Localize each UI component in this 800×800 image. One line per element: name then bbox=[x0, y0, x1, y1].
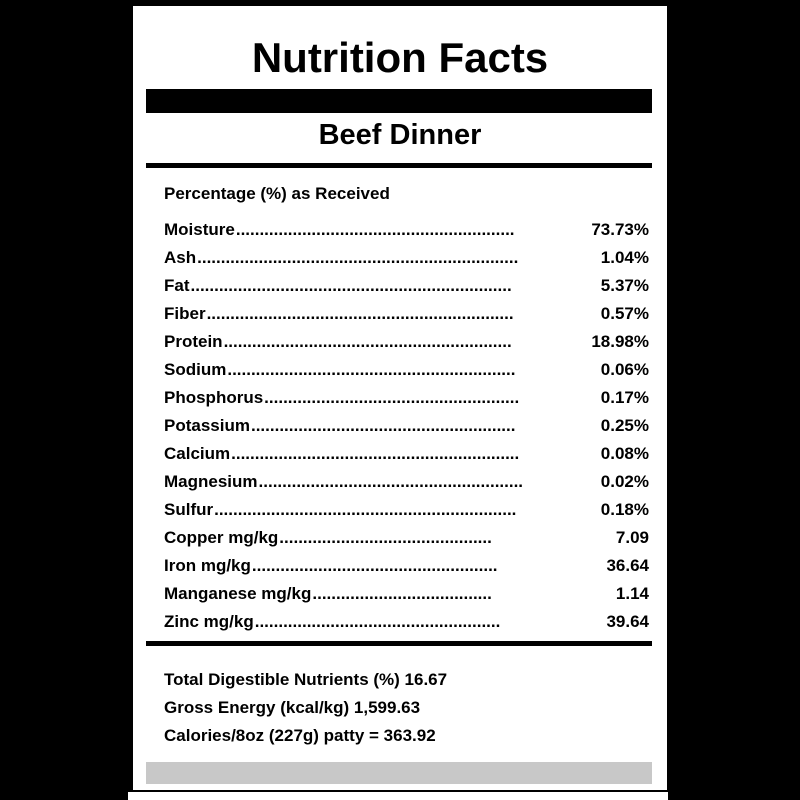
dot-leader: ................................................................. bbox=[206, 304, 514, 323]
section-label: Percentage (%) as Received bbox=[164, 184, 390, 203]
nutrient-name-leader bbox=[164, 216, 535, 244]
nutrient-name-leader bbox=[164, 384, 535, 412]
dot-leader: ........................................................... bbox=[235, 220, 515, 239]
nutrient-row bbox=[164, 412, 649, 440]
summary-section bbox=[164, 666, 644, 750]
nutrient-value: 0.17% bbox=[600, 388, 649, 407]
nutrient-row bbox=[164, 440, 649, 468]
dot-leader: ............................................. bbox=[279, 528, 492, 547]
dot-leader: ............................................................. bbox=[223, 332, 512, 351]
nutrient-name: Ash bbox=[164, 248, 197, 267]
nutrient-value: 18.98% bbox=[591, 332, 649, 351]
nutrition-label bbox=[133, 6, 667, 790]
product-name: Beef Dinner bbox=[318, 119, 482, 151]
nutrient-value: 1.04% bbox=[600, 248, 649, 267]
calories-per-patty: Calories/8oz (227g) patty = 363.92 bbox=[164, 726, 436, 745]
nutrient-row bbox=[164, 468, 649, 496]
nutrient-name: Manganese mg/kg bbox=[164, 584, 312, 603]
nutrient-name: Phosphorus bbox=[164, 388, 264, 407]
nutrient-value: 0.25% bbox=[600, 416, 649, 435]
label-title: Nutrition Facts bbox=[251, 34, 549, 81]
nutrient-name-leader bbox=[164, 440, 535, 468]
nutrient-list bbox=[164, 216, 649, 636]
dot-leader: .................................................................... bbox=[197, 248, 519, 267]
gross-energy: Gross Energy (kcal/kg) 1,599.63 bbox=[164, 698, 421, 717]
nutrient-row bbox=[164, 580, 649, 608]
nutrient-value: 0.18% bbox=[600, 500, 649, 519]
nutrient-value: 0.08% bbox=[600, 444, 649, 463]
nutrient-value: 5.37% bbox=[600, 276, 649, 295]
nutrient-row bbox=[164, 328, 649, 356]
nutrient-row bbox=[164, 244, 649, 272]
nutrient-value: 39.64 bbox=[606, 612, 649, 631]
nutrient-row bbox=[164, 356, 649, 384]
nutrient-row bbox=[164, 272, 649, 300]
nutrient-name-leader bbox=[164, 412, 535, 440]
nutrient-name-leader bbox=[164, 552, 535, 580]
nutrient-name: Fat bbox=[164, 276, 190, 295]
nutrient-value: 73.73% bbox=[591, 220, 649, 239]
nutrient-name: Sulfur bbox=[164, 500, 214, 519]
nutrient-value: 0.02% bbox=[600, 472, 649, 491]
dot-leader: ...................................... bbox=[312, 584, 492, 603]
nutrient-value: 1.14 bbox=[615, 584, 649, 603]
dot-leader: ........................................................ bbox=[250, 416, 516, 435]
nutrient-name: Calcium bbox=[164, 444, 231, 463]
nutrient-name-leader bbox=[164, 328, 535, 356]
nutrient-value: 36.64 bbox=[606, 556, 649, 575]
nutrient-name: Potassium bbox=[164, 416, 250, 435]
nutrient-value: 0.06% bbox=[600, 360, 649, 379]
nutrient-name-leader bbox=[164, 608, 535, 636]
nutrient-name: Moisture bbox=[164, 220, 235, 239]
nutrient-row bbox=[164, 524, 649, 552]
nutrient-name-leader bbox=[164, 244, 535, 272]
title-divider-bar bbox=[146, 89, 652, 113]
nutrient-row bbox=[164, 552, 649, 580]
nutrient-name-leader bbox=[164, 580, 535, 608]
bottom-gray-bar bbox=[146, 762, 652, 784]
nutrient-name: Magnesium bbox=[164, 472, 258, 491]
nutrient-name: Fiber bbox=[164, 304, 206, 323]
nutrient-row bbox=[164, 384, 649, 412]
nutrient-name-leader bbox=[164, 272, 535, 300]
dot-leader: ............................................................. bbox=[231, 444, 520, 463]
nutrient-name: Protein bbox=[164, 332, 223, 351]
nutrient-name-leader bbox=[164, 300, 535, 328]
total-digestible-nutrients: Total Digestible Nutrients (%) 16.67 bbox=[164, 670, 448, 689]
nutrient-row bbox=[164, 300, 649, 328]
nutrient-name-leader bbox=[164, 468, 535, 496]
nutrient-value: 7.09 bbox=[615, 528, 649, 547]
nutrient-name-leader bbox=[164, 524, 535, 552]
section-divider-top bbox=[146, 163, 652, 168]
nutrient-name: Copper mg/kg bbox=[164, 528, 279, 547]
nutrient-name: Iron mg/kg bbox=[164, 556, 251, 575]
nutrient-row bbox=[164, 608, 649, 636]
nutrient-name-leader bbox=[164, 356, 535, 384]
nutrient-name: Sodium bbox=[164, 360, 227, 379]
dot-leader: ........................................................ bbox=[258, 472, 524, 491]
nutrient-row bbox=[164, 216, 649, 244]
section-divider-bottom bbox=[146, 641, 652, 646]
dot-leader: .................................................................... bbox=[190, 276, 512, 295]
dot-leader: ...................................................... bbox=[264, 388, 520, 407]
dot-leader: .................................................... bbox=[254, 612, 501, 631]
nutrient-name-leader bbox=[164, 496, 535, 524]
nutrient-value: 0.57% bbox=[600, 304, 649, 323]
dot-leader: ................................................................ bbox=[214, 500, 517, 519]
nutrient-row bbox=[164, 496, 649, 524]
nutrient-name: Zinc mg/kg bbox=[164, 612, 254, 631]
dot-leader: ............................................................. bbox=[227, 360, 516, 379]
dot-leader: .................................................... bbox=[251, 556, 498, 575]
label-bottom-edge bbox=[128, 792, 668, 800]
